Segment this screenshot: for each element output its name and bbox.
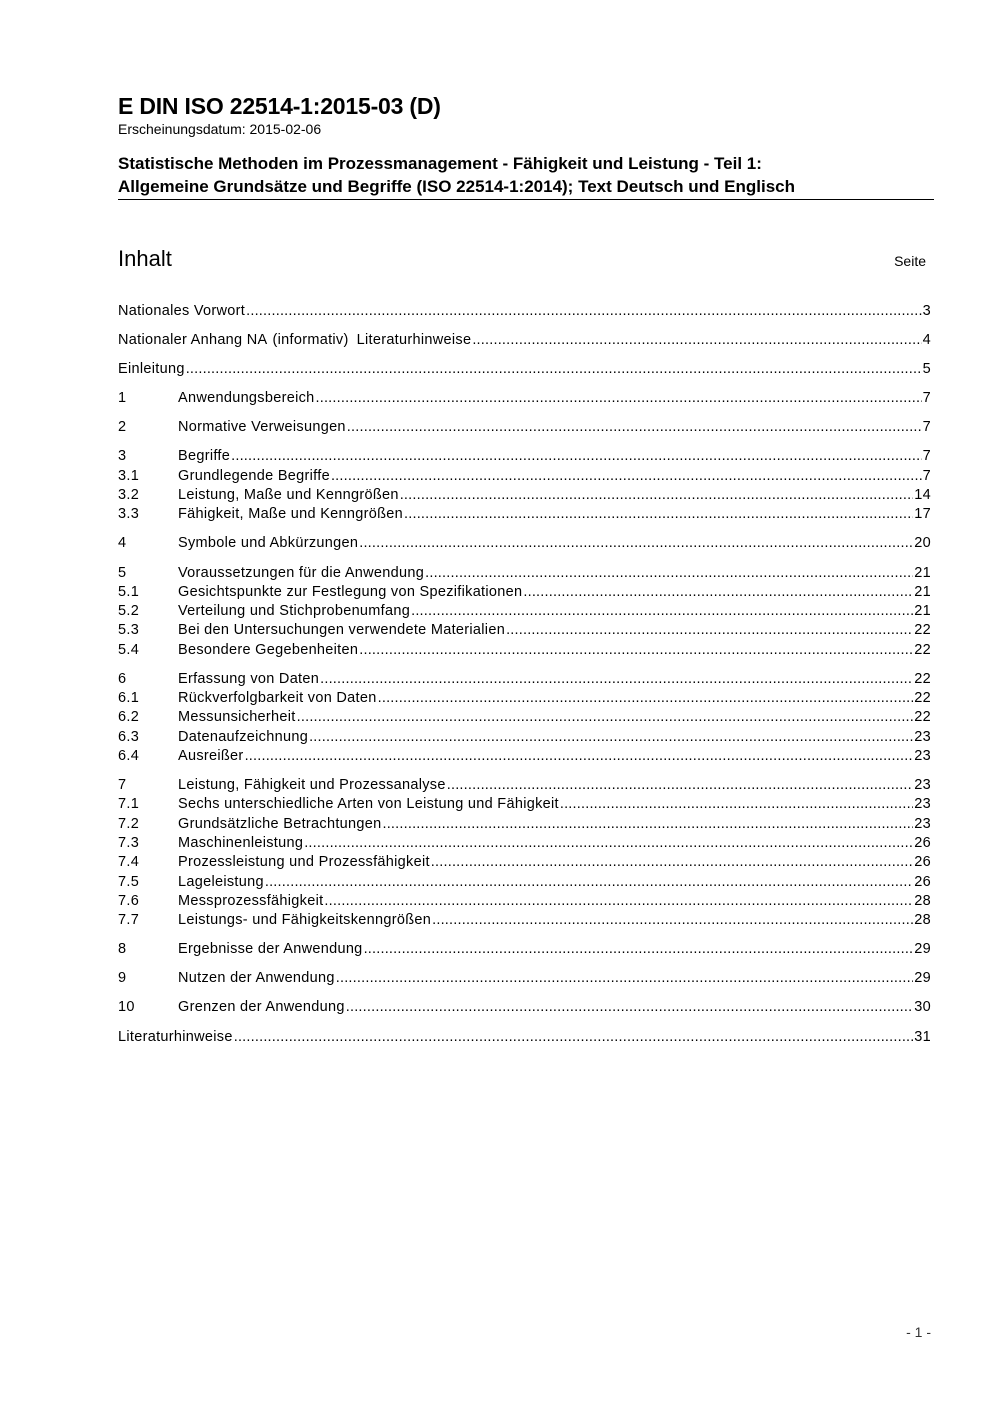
toc-entry-page: 14 bbox=[914, 487, 931, 504]
toc-entry-label: Leistung, Fähigkeit und Prozessanalyse bbox=[178, 777, 446, 794]
toc-entry[interactable] bbox=[118, 467, 931, 486]
toc-entry[interactable] bbox=[118, 815, 931, 834]
toc-dot-leader bbox=[378, 689, 914, 708]
toc-entry-page: 23 bbox=[914, 815, 931, 832]
toc-entry-number: 5 bbox=[118, 564, 127, 581]
toc-entry[interactable] bbox=[118, 776, 931, 795]
toc-entry-page: 31 bbox=[914, 1028, 931, 1045]
toc-entry-note: (informativ) bbox=[272, 332, 349, 349]
toc-entry-number: 6.1 bbox=[118, 690, 140, 707]
toc-entry-number: 7.3 bbox=[118, 835, 140, 851]
toc-entry[interactable] bbox=[118, 331, 931, 350]
toc-dot-leader bbox=[359, 641, 913, 660]
toc-dot-leader bbox=[400, 486, 914, 505]
toc-entry[interactable] bbox=[118, 418, 931, 437]
toc-entry-page: 22 bbox=[914, 641, 931, 658]
page-number: - 1 - bbox=[906, 1324, 931, 1340]
toc-dot-leader bbox=[316, 389, 922, 408]
toc-entry-label: Ausreißer bbox=[178, 748, 244, 765]
toc-entry-number: 4 bbox=[118, 535, 127, 552]
toc-dot-leader bbox=[346, 998, 914, 1017]
toc-entry-number: 2 bbox=[118, 419, 127, 436]
toc-dot-leader bbox=[234, 1028, 914, 1047]
toc-entry-page: 7 bbox=[922, 419, 931, 436]
toc-entry-page: 22 bbox=[914, 709, 931, 726]
toc-entry-number: 10 bbox=[118, 999, 135, 1016]
toc-entry-page: 26 bbox=[914, 873, 931, 890]
toc-entry-page: 4 bbox=[922, 332, 931, 349]
toc-entry-label: Prozessleistung und Prozessfähigkeit bbox=[178, 854, 430, 871]
document-id: E DIN ISO 22514-1:2015-03 (D) bbox=[118, 93, 441, 119]
document-header bbox=[118, 92, 934, 200]
document-title-line-1: Statistische Methoden im Prozessmanagement - Fähigkeit und Leistung - Teil 1: bbox=[118, 154, 762, 173]
toc-dot-leader bbox=[560, 795, 913, 814]
toc-entry-label: Fähigkeit, Maße und Kenngrößen bbox=[178, 506, 404, 523]
toc-entry-label: Symbole und Abkürzungen bbox=[178, 535, 359, 552]
toc-entry-label: Anwendungsbereich bbox=[178, 390, 315, 407]
toc-entry-number: 7.5 bbox=[118, 873, 140, 890]
toc-entry[interactable] bbox=[118, 873, 931, 892]
toc-entry-page: 17 bbox=[914, 506, 931, 523]
toc-entry[interactable] bbox=[118, 564, 931, 583]
toc-entry[interactable] bbox=[118, 486, 931, 505]
toc-entry-number: 8 bbox=[118, 941, 127, 958]
toc-entry-label: Maschinenleistung bbox=[178, 835, 304, 851]
toc-dot-leader bbox=[324, 892, 913, 911]
toc-dot-leader bbox=[265, 873, 913, 892]
toc-entry[interactable] bbox=[118, 689, 931, 708]
toc-dot-leader bbox=[309, 728, 913, 747]
toc-entry-page: 21 bbox=[914, 564, 931, 581]
toc-entry-label: Datenaufzeichnung bbox=[178, 728, 309, 745]
toc-entry-label: Leistung, Maße und Kenngrößen bbox=[178, 487, 399, 504]
toc-entry[interactable] bbox=[118, 998, 931, 1017]
toc-header bbox=[118, 245, 926, 275]
toc-entry[interactable] bbox=[118, 940, 931, 959]
toc-entry-label: Einleitung bbox=[118, 361, 185, 378]
toc-dot-leader bbox=[359, 534, 913, 553]
toc-entry-number: 7.7 bbox=[118, 912, 140, 929]
toc-entry[interactable] bbox=[118, 728, 931, 747]
toc-entry-number: 5.1 bbox=[118, 583, 140, 600]
toc-entry-number: 7.6 bbox=[118, 892, 140, 909]
toc-entry-number: 7 bbox=[118, 777, 127, 794]
toc-entry-page: 30 bbox=[914, 999, 931, 1016]
toc-entry-page: 20 bbox=[914, 535, 931, 552]
toc-entry[interactable] bbox=[118, 911, 931, 930]
toc-entry-label: Lageleistung bbox=[178, 873, 264, 890]
toc-entry-number: 6 bbox=[118, 670, 127, 687]
toc-entry-label: Grundsätzliche Betrachtungen bbox=[178, 815, 382, 832]
toc-entry-page: 21 bbox=[914, 603, 931, 620]
toc-entry-number: 3.3 bbox=[118, 506, 140, 523]
toc-entry-page: 22 bbox=[914, 670, 931, 687]
toc-entry-page: 26 bbox=[914, 835, 931, 851]
toc-dot-leader bbox=[364, 940, 914, 959]
toc-entry-page: 23 bbox=[914, 796, 931, 813]
toc-entry-number: 7.4 bbox=[118, 854, 140, 871]
toc-entry[interactable] bbox=[118, 708, 931, 727]
toc-entry-label: Messprozessfähigkeit bbox=[178, 892, 324, 909]
toc-entry-page: 7 bbox=[922, 467, 931, 484]
toc-entry-label: Sechs unterschiedliche Arten von Leistung und Fähigkeit bbox=[178, 796, 559, 813]
toc-entry[interactable] bbox=[118, 621, 931, 640]
toc-entry-label: Grenzen der Anwendung bbox=[178, 999, 345, 1016]
toc-entry-number: 7.2 bbox=[118, 815, 140, 832]
toc-dot-leader bbox=[186, 360, 922, 379]
toc-dot-leader bbox=[304, 834, 913, 853]
toc-entry-label: Ergebnisse der Anwendung bbox=[178, 941, 363, 958]
toc-entry-label: Messunsicherheit bbox=[178, 709, 296, 726]
toc-page-column-label: Seite bbox=[894, 253, 926, 269]
toc-entry-label: Nationales Vorwort bbox=[118, 303, 246, 319]
document-title-line-2: Allgemeine Grundsätze und Begriffe (ISO 22514-1:2014); Text Deutsch und Englisch bbox=[118, 177, 796, 196]
toc-entry-page: 3 bbox=[922, 303, 931, 319]
toc-entry[interactable] bbox=[118, 853, 931, 872]
toc-dot-leader bbox=[245, 747, 914, 766]
toc-dot-leader bbox=[297, 708, 914, 727]
toc-entry[interactable] bbox=[118, 670, 931, 689]
toc-entry-label: Bei den Untersuchungen verwendete Materialien bbox=[178, 622, 506, 639]
toc-entry-label: Normative Verweisungen bbox=[178, 419, 346, 436]
toc-entry[interactable] bbox=[118, 602, 931, 621]
toc-entry-label: Nutzen der Anwendung bbox=[178, 970, 335, 987]
toc-entry-number: 3 bbox=[118, 448, 127, 465]
toc-entry-number: 5.3 bbox=[118, 622, 140, 639]
toc-dot-leader bbox=[523, 583, 913, 602]
toc-dot-leader bbox=[404, 505, 913, 524]
toc-entry[interactable] bbox=[118, 447, 931, 466]
toc-entry[interactable] bbox=[118, 892, 931, 911]
toc-entry-number: 6.3 bbox=[118, 728, 140, 745]
toc-entry-page: 23 bbox=[914, 748, 931, 765]
toc-entry-label: Erfassung von Daten bbox=[178, 670, 320, 687]
toc-entry-number: 3.2 bbox=[118, 487, 140, 504]
toc-dot-leader bbox=[506, 621, 913, 640]
toc-entry-page: 28 bbox=[914, 892, 931, 909]
toc-entry[interactable] bbox=[118, 1028, 931, 1047]
table-of-contents bbox=[118, 302, 931, 1047]
toc-entry-label: Gesichtspunkte zur Festlegung von Spezifikationen bbox=[178, 583, 523, 600]
toc-entry-label: Besondere Gegebenheiten bbox=[178, 641, 359, 658]
toc-entry-page: 7 bbox=[922, 448, 931, 465]
toc-entry[interactable] bbox=[118, 302, 931, 321]
toc-dot-leader bbox=[331, 467, 922, 486]
toc-entry-label: Voraussetzungen für die Anwendung bbox=[178, 564, 425, 581]
toc-entry-number: 7.1 bbox=[118, 796, 140, 813]
toc-dot-leader bbox=[347, 418, 922, 437]
toc-entry-label: Literaturhinweise bbox=[118, 1028, 233, 1045]
toc-entry-page: 29 bbox=[914, 941, 931, 958]
toc-dot-leader bbox=[425, 564, 913, 583]
document-title bbox=[118, 152, 934, 200]
toc-entry[interactable] bbox=[118, 641, 931, 660]
toc-heading: Inhalt bbox=[118, 246, 172, 271]
publication-date: Erscheinungsdatum: 2015-02-06 bbox=[118, 121, 322, 137]
toc-entry-label: Verteilung und Stichprobenumfang bbox=[178, 603, 411, 620]
toc-entry-page: 22 bbox=[914, 622, 931, 639]
toc-dot-leader bbox=[472, 331, 921, 350]
toc-entry-number: 5.4 bbox=[118, 641, 140, 658]
toc-entry-label: Grundlegende Begriffe bbox=[178, 467, 330, 484]
toc-dot-leader bbox=[432, 911, 913, 930]
toc-entry-page: 7 bbox=[922, 390, 931, 407]
toc-dot-leader bbox=[231, 447, 922, 466]
toc-dot-leader bbox=[336, 969, 914, 988]
toc-entry-page: 21 bbox=[914, 583, 931, 600]
toc-entry-number: 6.4 bbox=[118, 748, 140, 765]
toc-entry-number: 5.2 bbox=[118, 603, 140, 620]
toc-entry[interactable] bbox=[118, 534, 931, 553]
toc-entry-number: 3.1 bbox=[118, 467, 140, 484]
toc-entry-page: 5 bbox=[922, 361, 931, 378]
toc-dot-leader bbox=[320, 670, 913, 689]
toc-entry[interactable] bbox=[118, 389, 931, 408]
toc-entry-number: 6.2 bbox=[118, 709, 140, 726]
toc-dot-leader bbox=[431, 853, 913, 872]
toc-entry[interactable] bbox=[118, 505, 931, 524]
toc-entry[interactable] bbox=[118, 969, 931, 988]
toc-entry-page: 22 bbox=[914, 690, 931, 707]
toc-entry[interactable] bbox=[118, 795, 931, 814]
toc-entry-page: 26 bbox=[914, 854, 931, 871]
toc-entry-page: 29 bbox=[914, 970, 931, 987]
toc-dot-leader bbox=[246, 302, 922, 321]
toc-dot-leader bbox=[447, 776, 914, 795]
toc-entry-label bbox=[118, 331, 471, 350]
toc-entry-label: Leistungs- und Fähigkeitskenngrößen bbox=[178, 912, 432, 929]
toc-entry-label-sub: Literaturhinweise bbox=[356, 332, 472, 349]
toc-entry[interactable] bbox=[118, 360, 931, 379]
toc-entry[interactable] bbox=[118, 747, 931, 766]
toc-entry-page: 23 bbox=[914, 728, 931, 745]
toc-entry-label-main: Nationaler Anhang NA bbox=[118, 332, 268, 349]
toc-dot-leader bbox=[382, 815, 913, 834]
toc-entry-page: 23 bbox=[914, 777, 931, 794]
toc-entry-label: Begriffe bbox=[178, 448, 231, 465]
toc-entry-page: 28 bbox=[914, 912, 931, 929]
toc-dot-leader bbox=[411, 602, 913, 621]
toc-entry-label: Rückverfolgbarkeit von Daten bbox=[178, 690, 377, 707]
toc-entry[interactable] bbox=[118, 583, 931, 602]
toc-entry-number: 1 bbox=[118, 390, 127, 407]
toc-entry[interactable] bbox=[118, 834, 931, 853]
toc-entry-number: 9 bbox=[118, 970, 127, 987]
